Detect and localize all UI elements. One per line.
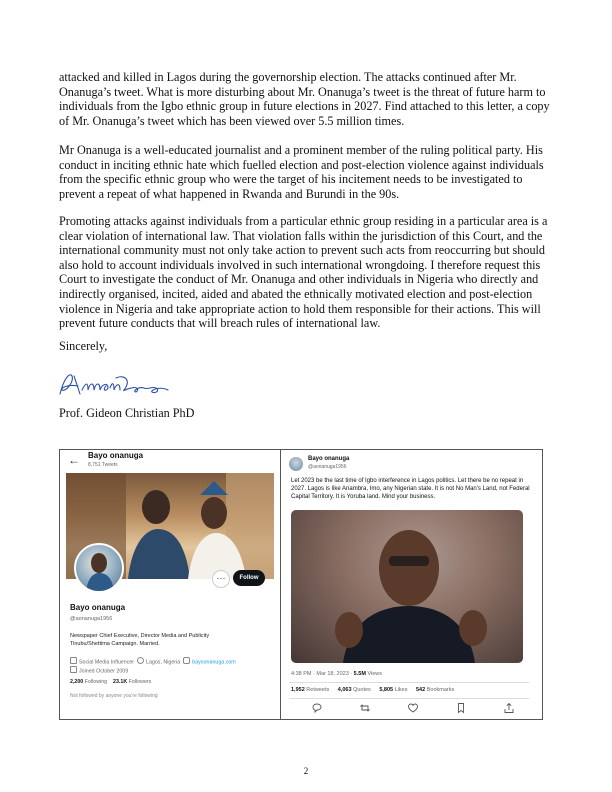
location-pin-icon [137,657,144,664]
retweet-icon[interactable] [359,702,371,714]
tweet-actions [291,702,527,714]
page-number: 2 [303,766,309,776]
tweet-avatar[interactable] [289,457,303,471]
follow-counts [70,679,151,685]
signer-name: Prof. Gideon Christian PhD [59,406,195,420]
quotes-stat[interactable]: 4,063 Quotes [337,687,371,693]
tweet-timestamp: 4:38 PM · Mar 18, 2023 · 5.5M Views [291,671,383,677]
calendar-icon [70,666,77,673]
likes-stat[interactable]: 5,805 Likes [379,687,408,693]
letter-paragraph-1: attacked and killed in Lagos during the governorship election. The attacks continued after Mr. Onanuga’s tweet. What is more disturbing about Mr. Onanuga’s tweet is the threat of future harm to individuals from the Igbo ethnic group in future elections in 2027. Find attached to this letter, a copy of Mr. Onanuga’s tweet which has been viewed over 5.5 million times. [59,70,550,128]
tweet-count: 8,751 Tweets [88,462,118,468]
tweet-photo[interactable] [291,510,523,663]
profile-header-name: Bayo onanuga [88,451,144,460]
not-followed-note: Not followed by anyone you're following [70,693,158,699]
briefcase-icon [70,657,77,664]
handwritten-signature [56,368,176,402]
tweet-screenshot-exhibit [59,449,543,720]
divider [289,698,529,699]
following-link[interactable]: 2,200 Following [70,679,108,685]
reply-icon[interactable] [311,702,323,714]
profile-joined: Joined October 2009 [79,668,129,675]
tweet-text: Let 2023 be the last time of Igbo interference in Lagos politics. Let there be no repeat in 2027. Lagos is like Anambra, Imo, any Nigerian state. It is not No Man's Land, not Federal Capital Territory. It is Yoruba land. Mind your business. [291,478,530,501]
views-count: 5.5M [353,671,366,677]
follow-button[interactable]: Follow [233,570,265,586]
link-icon [183,657,190,664]
retweets-stat[interactable]: 1,952 Retweets [291,687,330,693]
profile-bio: Newspaper Chief Executive, Director Media and Publicity Tinubu/Shettima Campaign. Married. [70,633,210,647]
profile-joined-row [70,666,128,675]
tweet-panel [281,450,542,719]
more-options-icon[interactable]: ··· [212,570,230,588]
profile-handle: @aonanuga1956 [70,616,113,622]
like-icon[interactable] [407,702,419,714]
letter-paragraph-3: Promoting attacks against individuals from a particular ethnic group residing in a particular area is a clear violation of international law. That violation falls within the jurisdiction of this Court, and the international community must not only take action to prevent such acts from reoccurring but should also hold to account individuals involved in such international wrongdoing. I therefore request this Court to investigate the conduct of Mr. Onanuga and other individuals in Nigeria who directly and indirectly organised, incited, aided and abated the ethnically motivated election and post-election violence in Nigeria and take appropriate action to hold them responsible for their actions. This will prevent future conducts that will breach rules of international law. [59,214,548,331]
tweet-author-name[interactable]: Bayo onanuga [308,456,350,462]
followers-link[interactable]: 23.1K Followers [113,679,152,685]
profile-location: Lagos, Nigeria [146,659,181,666]
profile-category: Social Media Influencer [79,659,135,666]
profile-panel [60,450,280,719]
share-icon[interactable] [503,702,515,714]
letter-paragraph-2: Mr Onanuga is a well-educated journalist and a prominent member of the ruling political party. His conduct in inciting ethnic hate which fuelled election and post-election violence against individuals from the specific ethnic group who were the target of his incitement needs to be investigated to prevent a repeat of what happened in Rwanda and Burundi in the 90s. [59,143,544,201]
avatar[interactable] [74,543,124,593]
profile-website-link[interactable]: bayoonanuga.com [192,659,236,666]
bookmarks-stat[interactable]: 542 Bookmarks [416,687,455,693]
divider [289,682,529,683]
profile-meta-row [70,657,236,666]
tweet-author-handle: @aonanuga1956 [308,464,347,470]
bookmark-icon[interactable] [455,702,467,714]
letter-closing: Sincerely, [59,339,108,353]
arrow-left-icon[interactable]: ← [68,453,80,467]
tweet-stats [291,687,461,693]
profile-name: Bayo onanuga [70,603,126,612]
